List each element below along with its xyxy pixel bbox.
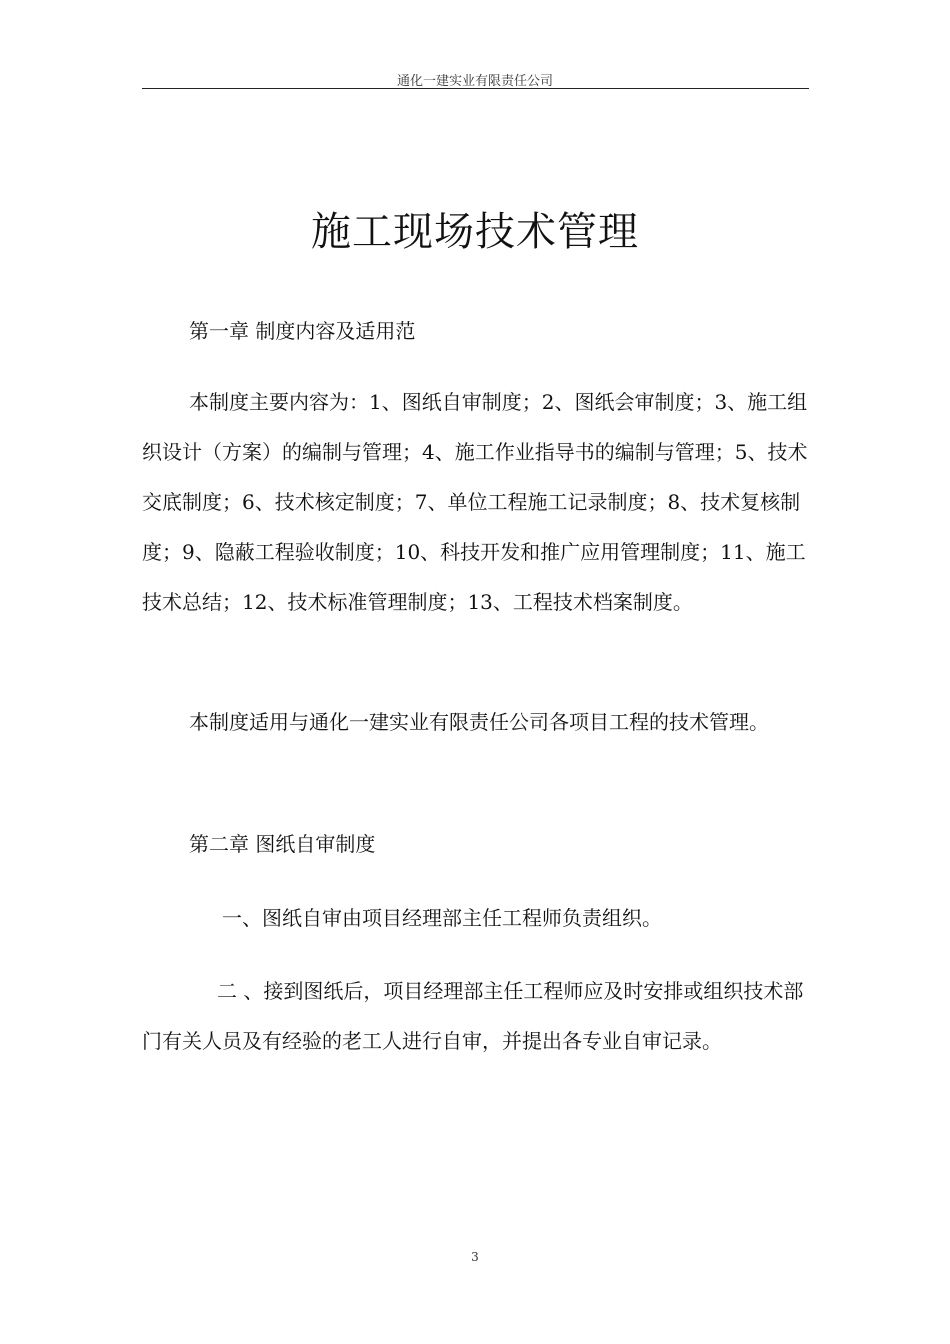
- chapter-1-contents-paragraph: 本制度主要内容为：1、图纸自审制度；2、图纸会审制度；3、施工组织设计（方案）的编制与管理；4、施工作业指导书的编制与管理；5、技术交底制度；6、技术核定制度；7、单位工程施工记录制度；8、技术复核制度；9、隐蔽工程验收制度；10、科技开发和推广应用管理制度；11、施工技术总结；12、技术标准管理制度；13、工程技术档案制度。: [142, 390, 808, 614]
- header-divider: [142, 88, 809, 89]
- chapter-2-heading: 第二章 图纸自审制度: [189, 832, 376, 856]
- chapter-1-heading: 第一章 制度内容及适用范: [189, 319, 416, 343]
- chapter-2-item-2: 二 、接到图纸后，项目经理部主任工程师应及时安排或组织技术部门有关人员及有经验的老工人进行自审，并提出各专业自审记录。: [142, 979, 804, 1053]
- document-title: 施工现场技术管理: [311, 209, 639, 255]
- page-header: 通化一建实业有限责任公司: [396, 74, 553, 89]
- chapter-2-item-1: 一、图纸自审由项目经理部主任工程师负责组织。: [222, 906, 662, 930]
- chapter-1-scope-paragraph: 本制度适用与通化一建实业有限责任公司各项目工程的技术管理。: [189, 710, 769, 734]
- page-number: 3: [471, 1250, 479, 1264]
